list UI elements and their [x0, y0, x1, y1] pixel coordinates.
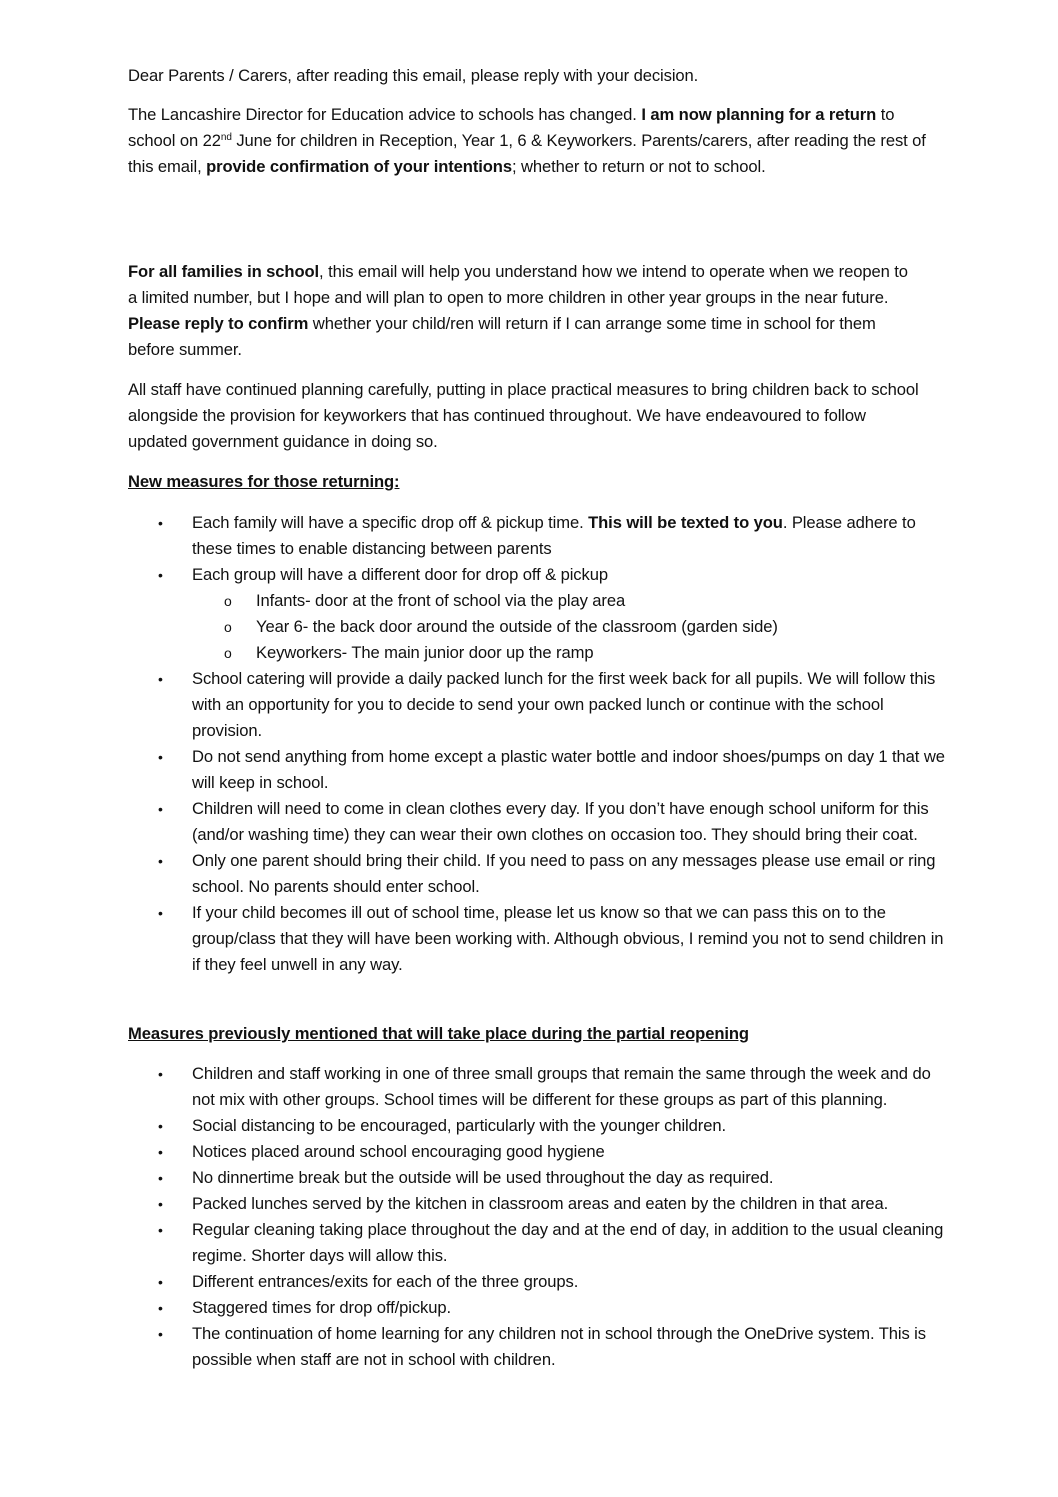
section-heading-previous-measures: Measures previously mentioned that will take place during the partial reopening	[128, 1024, 749, 1043]
bullet-icon: •	[158, 1300, 163, 1316]
list-item: • Different entrances/exits for each of the three groups.	[128, 1269, 948, 1295]
bullet-icon: •	[158, 1222, 163, 1238]
bullet-icon: •	[158, 515, 163, 531]
bullet-icon: •	[158, 1274, 163, 1290]
bullet-icon: •	[158, 801, 163, 817]
bullet-icon: •	[158, 905, 163, 921]
sub-list-item: o Infants- door at the front of school via the play area	[128, 588, 948, 614]
list-item: • Only one parent should bring their child. If you need to pass on any messages please use email or ring school. No parents should enter school.	[128, 848, 948, 900]
list-item: • No dinnertime break but the outside will be used throughout the day as required.	[128, 1165, 948, 1191]
bullet-icon: •	[158, 671, 163, 687]
bullet-icon: •	[158, 1066, 163, 1082]
list-item: • Notices placed around school encouraging good hygiene	[128, 1139, 948, 1165]
previous-measures-list	[128, 1061, 948, 1373]
bullet-icon: •	[158, 1170, 163, 1186]
bullet-icon: •	[158, 1118, 163, 1134]
sub-list-item: o Year 6- the back door around the outside of the classroom (garden side)	[128, 614, 948, 640]
list-item: • Social distancing to be encouraged, particularly with the younger children.	[128, 1113, 948, 1139]
sub-list-item: o Keyworkers- The main junior door up the ramp	[128, 640, 948, 666]
families-paragraph: For all families in school, this email will help you understand how we intend to operate when we reopen to a limited number, but I hope and will plan to open to more children in other year groups in the near future. Please reply to confirm whether your child/ren will return if I can arrange some time in school for them before summer.	[128, 262, 908, 359]
bullet-icon: •	[158, 1196, 163, 1212]
list-item: • Each family will have a specific drop off & pickup time. This will be texted to you. Please adhere to these times to enable distancing between parents	[128, 510, 948, 562]
bullet-icon: •	[158, 1326, 163, 1342]
bullet-icon: •	[158, 567, 163, 583]
list-item: • Children will need to come in clean clothes every day. If you don’t have enough school uniform for this (and/or washing time) they can wear their own clothes on occasion too. They should bring their coat.	[128, 796, 948, 848]
list-item: • Regular cleaning taking place throughout the day and at the end of day, in addition to the usual cleaning regime. Shorter days will allow this.	[128, 1217, 948, 1269]
circle-bullet-icon: o	[224, 619, 232, 635]
list-item: • If your child becomes ill out of school time, please let us know so that we can pass this on to the group/class that they will have been working with. Although obvious, I remind you not to send children in if they feel unwell in any way.	[128, 900, 948, 978]
door-sublist	[128, 588, 948, 666]
staff-paragraph: All staff have continued planning carefully, putting in place practical measures to bring children back to school alongside the provision for keyworkers that has continued throughout. We have endeavoured to follow updated government guidance in doing so.	[128, 380, 919, 451]
list-item: • Children and staff working in one of three small groups that remain the same through the week and do not mix with other groups. School times will be different for these groups as part of this planning.	[128, 1061, 948, 1113]
list-item: • The continuation of home learning for any children not in school through the OneDrive system. This is possible when staff are not in school with children.	[128, 1321, 948, 1373]
list-item: • Do not send anything from home except a plastic water bottle and indoor shoes/pumps on day 1 that we will keep in school.	[128, 744, 948, 796]
bullet-icon: •	[158, 853, 163, 869]
bullet-icon: •	[158, 749, 163, 765]
section-heading-new-measures: New measures for those returning:	[128, 472, 400, 491]
intro-paragraph: The Lancashire Director for Education advice to schools has changed. I am now planning for a return to school on 22nd June for children in Reception, Year 1, 6 & Keyworkers. Parents/carers, after reading the rest of this email, provide confirmation of your intentions; whether to return or not to school.	[128, 105, 926, 176]
list-item: • Each group will have a different door for drop off & pickup o Infants- door at the front of school via the play area o Year 6- the back door around the outside of the classroom (garden side) o Keyworkers- The main junior door up the ramp	[128, 562, 948, 666]
greeting: Dear Parents / Carers, after reading this email, please reply with your decision.	[128, 66, 699, 85]
list-item: • School catering will provide a daily packed lunch for the first week back for all pupils. We will follow this with an opportunity for you to decide to send your own packed lunch or continue with the school provision.	[128, 666, 948, 744]
new-measures-list	[128, 510, 948, 978]
list-item: • Staggered times for drop off/pickup.	[128, 1295, 948, 1321]
circle-bullet-icon: o	[224, 645, 232, 661]
circle-bullet-icon: o	[224, 593, 232, 609]
bullet-icon: •	[158, 1144, 163, 1160]
list-item: • Packed lunches served by the kitchen in classroom areas and eaten by the children in that area.	[128, 1191, 948, 1217]
